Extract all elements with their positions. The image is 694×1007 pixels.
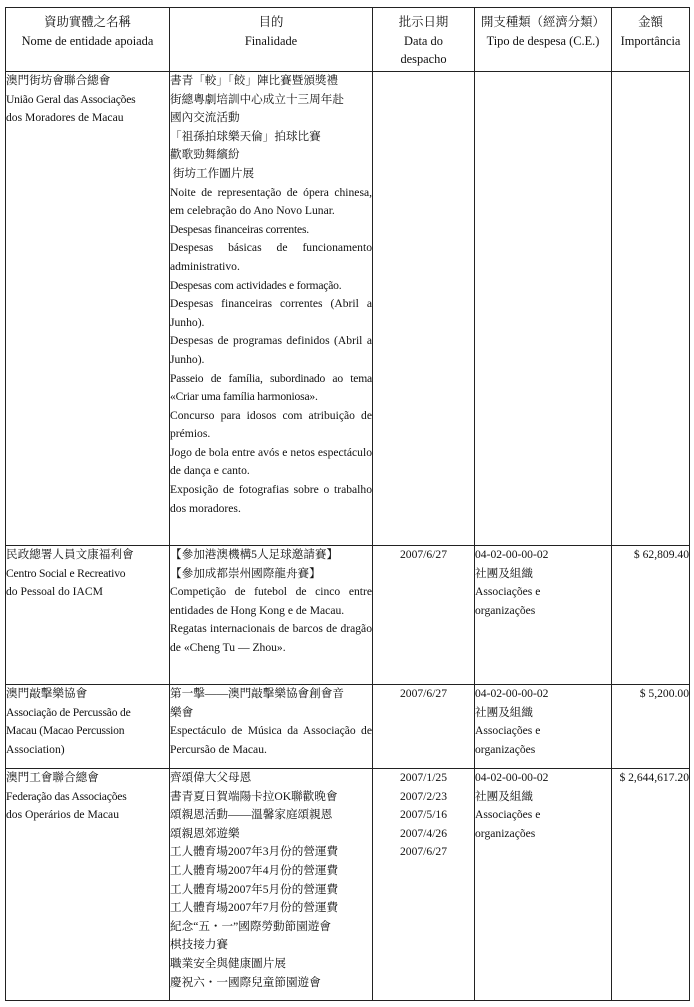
entity-name-cell: 民政總署人員文康福利會 Centro Social e Recreativo do Pessoal do IACM xyxy=(6,546,170,685)
expense-type-cell: 04-02-00-00-02 社團及組織 Associações e organizações xyxy=(475,769,612,1001)
header-dispatch-date: 批示日期 Data do despacho xyxy=(373,8,475,72)
dispatch-date-cell: 2007/6/27 xyxy=(373,546,475,685)
table-row xyxy=(6,769,690,1001)
header-expense-type: 開支種類（經濟分類） Tipo de despesa (C.E.) xyxy=(475,8,612,72)
header-purpose: 目的 Finalidade xyxy=(170,8,373,72)
table-row xyxy=(6,72,690,546)
dispatch-date-cell: 2007/1/25 2007/2/23 2007/5/16 2007/4/26 2007/6/27 xyxy=(373,769,475,1001)
amount-cell: $ 5,200.00 xyxy=(612,685,690,769)
entity-name-cell: 澳門工會聯合總會 Federação das Associações dos Operários de Macau xyxy=(6,769,170,1001)
amount-cell: $ 62,809.40 xyxy=(612,546,690,685)
table-row xyxy=(6,685,690,769)
header-amount: 金額 Importância xyxy=(612,8,690,72)
subsidy-table xyxy=(5,7,690,1001)
dispatch-date-cell xyxy=(373,72,475,546)
purpose-cell: 【參加港澳機構5人足球邀請賽】 【參加成都崇州國際龍舟賽】 Competição de futebol de cinco entre entidades de Hong Kong e de Macau. Regatas internacionais de barcos de dragão de «Cheng Tu — Zhou». xyxy=(170,546,373,685)
expense-type-cell: 04-02-00-00-02 社團及組織 Associações e organizações xyxy=(475,546,612,685)
entity-name-cell: 澳門街坊會聯合總會 União Geral das Associações dos Moradores de Macau xyxy=(6,72,170,546)
purpose-cell: 書青「較」「餃」陣比賽暨頒獎禮 街總粵劇培訓中心成立十三周年赴 國內交流活動 「祖孫拍球樂天倫」拍球比賽 歡歌勁舞繽紛 街坊工作圖片展 Noite de representação de ópera chinesa, em celebração do Ano Novo Lunar. Despesas financeiras correntes. Despesas básicas de funcionamento administrativo. Despesas com actividades e formação. Despesas financeiras correntes (Abril a Junho). Despesas de programas definidos (Abril a Junho). Passeio de família, subordinado ao tema «Criar uma família harmoniosa». Concurso para idosos com atribuição de prémios. Jogo de bola entre avós e netos espectáculo de dança e canto. Exposição de fotografias sobre o trabalho dos moradores. xyxy=(170,72,373,546)
table-row xyxy=(6,546,690,685)
dispatch-date-cell: 2007/6/27 xyxy=(373,685,475,769)
amount-cell: $ 2,644,617.20 xyxy=(612,769,690,1001)
purpose-cell: 齊頌偉大父母恩 書青夏日賀端陽卡拉OK聯歡晚會 頌親恩活動——溫馨家庭頌親恩 頌親恩郊遊樂 工人體育場2007年3月份的營運費 工人體育場2007年4月份的營運費 工人體育場2007年5月份的營運費 工人體育場2007年7月份的營運費 紀念“五・一”國際勞動節園遊會 棋技接力賽 職業安全與健康圖片展 慶祝六・一國際兒童節園遊會 xyxy=(170,769,373,1001)
header-entity-name: 資助實體之名稱 Nome de entidade apoiada xyxy=(6,8,170,72)
entity-name-cell: 澳門敲擊樂協會 Associação de Percussão de Macau (Macao Percussion Association) xyxy=(6,685,170,769)
expense-type-cell xyxy=(475,72,612,546)
table-header-row xyxy=(6,8,690,72)
purpose-cell: 第一擊——澳門敲擊樂協會創會音 樂會 Espectáculo de Música da Associação de Percursão de Macau. xyxy=(170,685,373,769)
expense-type-cell: 04-02-00-00-02 社團及組織 Associações e organizações xyxy=(475,685,612,769)
amount-cell xyxy=(612,72,690,546)
